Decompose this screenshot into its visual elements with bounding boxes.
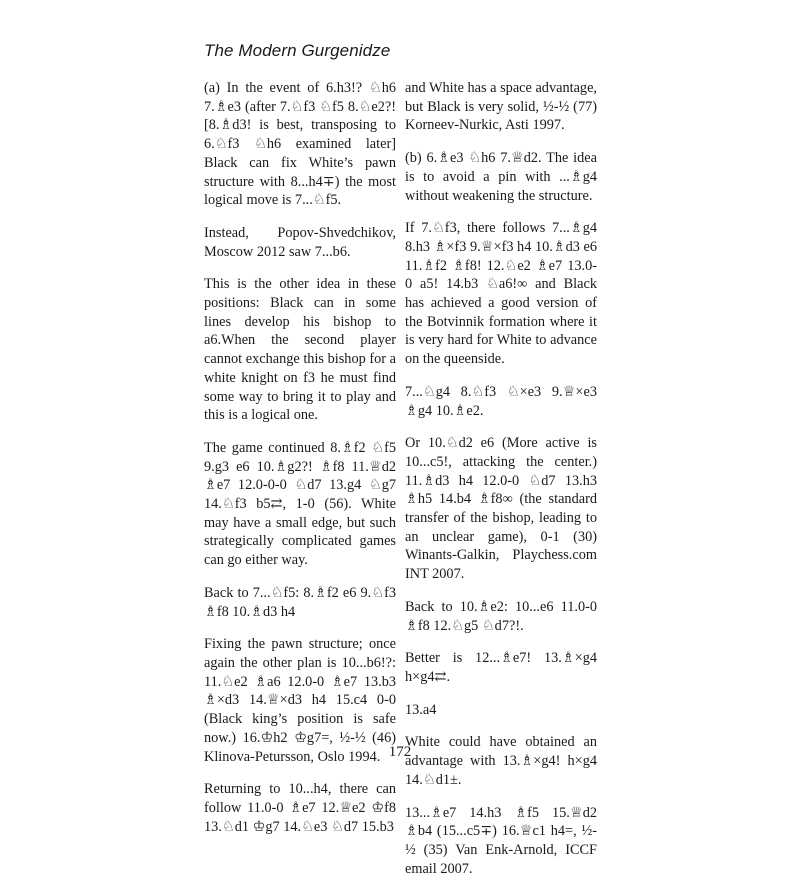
paragraph: 13.a4 [405, 701, 437, 718]
paragraph: 7...♘g4 8.♘f3 ♘×e3 9.♕×e3 ♗g4 10.♗e2. [405, 383, 597, 419]
page-number: 172 [388, 744, 412, 760]
paragraph: If 7.♘f3, there follows 7...♗g4 8.h3 ♗×f3 9.♕×f3 h4 10.♗d3 e6 11.♗f2 ♗f8! 12.♘e2 ♗e7 13.0-0 a5! 14.b3 ♘a6!∞ and Black has achieved a good version of the Botvinnik formation where it is very hard for White to advance on the queenside. [405, 220, 597, 368]
paragraph: Fixing the pawn structure; once again the other plan is 10...b6!?: 11.♘e2 ♗a6 12.0-0 ♗e7 13.b3 ♗×d3 14.♕×d3 h4 15.c4 0-0 (Black king’s position is safe now.) 16.♔h2 ♔g7=, ½-½ (46) Klinova-Petursson, Oslo 1994. [204, 636, 396, 765]
paragraph: Instead, Popov-Shvedchikov, Moscow 2012 saw 7...b6. [204, 224, 396, 260]
left-column [204, 79, 396, 850]
paragraph: Or 10.♘d2 e6 (More active is 10...c5!, attacking the center.) 11.♗d3 h4 12.0-0 ♘d7 13.h3 ♗h5 14.b4 ♗f8∞ (the standard transfer of the bishop, leading to an unclear game), 0-1 (30) Winants-Galkin, Playchess.com INT 2007. [405, 435, 597, 583]
paragraph: Back to 10.♗e2: 10...e6 11.0-0 ♗f8 12.♘g5 ♘d7?!. [405, 598, 597, 634]
paragraph: The game continued 8.♗f2 ♘f5 9.g3 e6 10.♗g2?! ♗f8 11.♕d2 ♗e7 12.0-0-0 ♘d7 13.g4 ♘g7 14.♘f3 b5⇄, 1-0 (56). White may have a small edge, but such strategically complicated games can go either way. [204, 439, 396, 569]
paragraph: Better is 12...♗e7! 13.♗×g4 h×g4⇄. [405, 650, 597, 685]
paragraph: Back to 7...♘f5: 8.♗f2 e6 9.♘f3 ♗f8 10.♗d3 h4 [204, 584, 396, 620]
right-column [405, 79, 597, 892]
paragraph: 13...♗e7 14.h3 ♗f5 15.♕d2 ♗b4 (15...c5∓) 16.♕c1 h4=, ½-½ (35) Van Enk-Arnold, ICCF email 2007. [405, 804, 597, 877]
paragraph: (b) 6.♗e3 ♘h6 7.♕d2. The idea is to avoid a pin with ...♗g4 without weakening the structure. [405, 150, 597, 204]
paragraph: and White has a space advantage, but Black is very solid, ½-½ (77) Korneev-Nurkic, Asti 1997. [405, 80, 597, 134]
page-header: The Modern Gurgenidze [204, 41, 391, 60]
paragraph: White could have obtained an advantage with 13.♗×g4! h×g4 14.♘d1±. [405, 734, 597, 788]
paragraph: (a) In the event of 6.h3!? ♘h6 7.♗e3 (after 7.♘f3 ♘f5 8.♘e2?! [8.♗d3! is best, transposing to 6.♘f3 ♘h6 examined later] Black can fix White’s pawn structure with 8...h4∓) the most logical move is 7...♘f5. [204, 80, 396, 209]
paragraph: This is the other idea in these positions: Black can in some lines develop his bishop to a6.When the second player cannot exchange this bishop for a white knight on f3 he must find some way to bring it to play and this is a logical one. [204, 276, 396, 424]
paragraph: Returning to 10...h4, there can follow 11.0-0 ♗e7 12.♕e2 ♔f8 13.♘d1 ♔g7 14.♘e3 ♘d7 15.b3 [204, 781, 396, 835]
